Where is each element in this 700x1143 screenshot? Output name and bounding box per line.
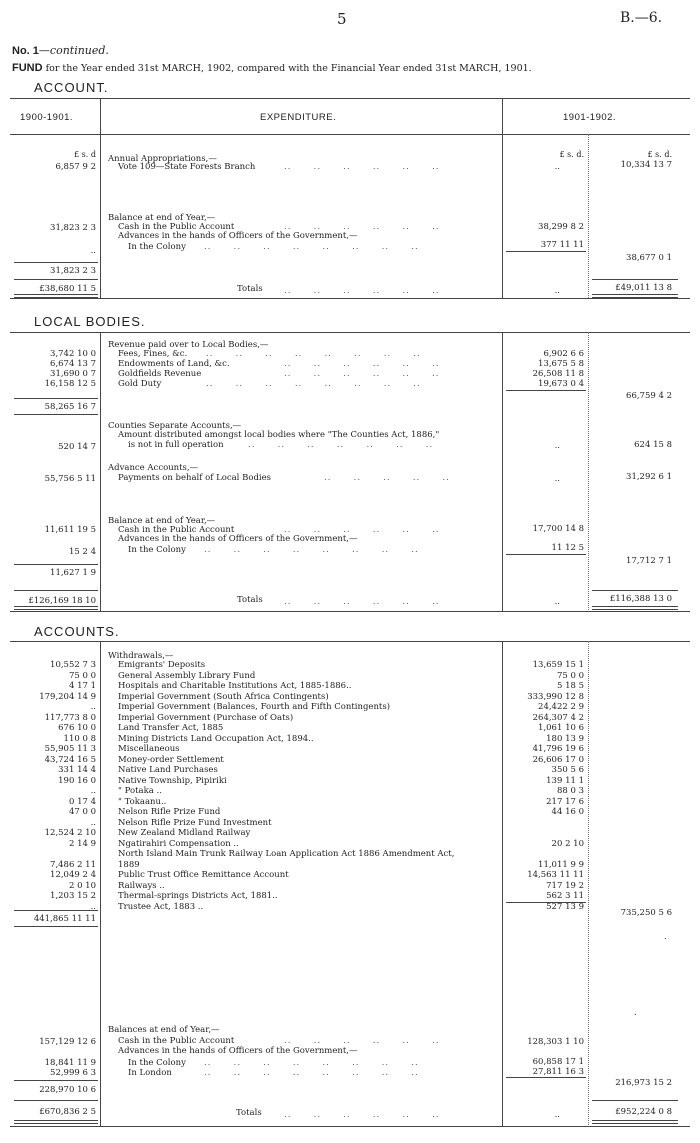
amount-1901: 31,292 6 1 xyxy=(626,472,672,482)
amount-1900: .. xyxy=(90,818,96,828)
withdrawal-label: Money-order Settlement xyxy=(118,755,224,765)
line-label: Counties Separate Accounts,— xyxy=(108,421,242,431)
amount-mid: 13,675 5 8 xyxy=(538,359,584,369)
rule xyxy=(10,611,690,612)
fund-title: FUND for the Year ended 31st MARCH, 1902, compared with the Financial Year ended 31st MARCH, 1901. xyxy=(12,62,532,74)
rule xyxy=(14,926,98,927)
amount-1900: 190 16 0 xyxy=(58,776,96,786)
withdrawal-label: North Island Main Trunk Railway Loan Application Act 1886 Amendment Act, xyxy=(118,849,455,859)
rule xyxy=(14,279,98,280)
line-label: Advance Accounts,— xyxy=(108,463,199,473)
leader-dots: .. xyxy=(554,162,560,172)
amount-1900: 12,049 2 4 xyxy=(50,870,96,880)
withdrawal-label: Miscellaneous xyxy=(118,744,180,754)
rule xyxy=(592,279,678,280)
amount-mid: 38,299 8 2 xyxy=(538,222,584,232)
line-label: Balances at end of Year,— xyxy=(108,1025,220,1035)
leader-dots: .. .. .. .. .. .. xyxy=(284,222,440,232)
col-divider xyxy=(588,332,589,612)
amount-mid: 11,011 9 9 xyxy=(538,860,584,870)
amount-mid: 377 11 11 xyxy=(540,240,584,250)
leader-dots: .. .. .. .. .. .. .. .. xyxy=(206,349,421,359)
total-1901: £116,388 13 0 xyxy=(609,594,672,604)
rule xyxy=(14,910,98,911)
amount-mid: 44 16 0 xyxy=(551,807,584,817)
amount-1900: 1,203 15 2 xyxy=(50,891,96,901)
subtotal-1900: 58,265 16 7 xyxy=(44,402,96,412)
withdrawal-label: Public Trust Office Remittance Account xyxy=(118,870,289,880)
subtotal-1900: 31,823 2 3 xyxy=(50,266,96,276)
withdrawal-label: General Assembly Library Fund xyxy=(118,671,256,681)
amount-1901: 10,334 13 7 xyxy=(620,160,672,170)
col-divider xyxy=(502,98,503,298)
leader-dots: .. xyxy=(554,597,560,607)
amount-1900: .. xyxy=(90,702,96,712)
rule xyxy=(10,298,690,299)
amount-mid: 17,700 14 8 xyxy=(532,524,584,534)
line-label: Cash in the Public Account xyxy=(118,525,235,535)
rule xyxy=(14,1080,98,1081)
amount-1900: 15 2 4 xyxy=(68,547,96,557)
amount-mid: 24,422 2 9 xyxy=(538,702,584,712)
rule xyxy=(10,1126,690,1127)
amount-1900: 6,857 9 2 xyxy=(55,162,96,172)
amount-1900: 52,999 6 3 xyxy=(50,1068,96,1078)
leader-dots: .. .. .. .. .. .. .. .. xyxy=(206,379,421,389)
rule xyxy=(14,1100,98,1101)
withdrawal-label: Railways .. xyxy=(118,881,165,891)
subtotal-1900: 11,627 1 9 xyxy=(50,568,96,578)
amount-1900: 18,841 11 9 xyxy=(44,1058,96,1068)
subtotal-1901: 735,250 5 6 xyxy=(620,908,672,918)
line-label: Advances in the hands of Officers of the Government,— xyxy=(118,534,358,544)
leader-dots: .. .. .. .. .. .. xyxy=(284,597,440,607)
withdrawal-label: New Zealand Midland Railway xyxy=(118,828,251,838)
line-label: is not in full operation xyxy=(128,440,224,450)
withdrawal-label: " Potaka .. xyxy=(118,786,162,796)
rule xyxy=(14,398,98,399)
rule xyxy=(592,590,678,591)
total-1900: £670,836 2 5 xyxy=(39,1107,96,1117)
rule xyxy=(506,554,586,555)
totals-label: Totals xyxy=(237,284,263,294)
leader-dots: .. .. .. .. .. .. xyxy=(284,525,440,535)
amount-mid: 26,508 11 8 xyxy=(532,369,584,379)
withdrawal-label: Imperial Government (Purchase of Oats) xyxy=(118,713,294,723)
col-divider xyxy=(502,332,503,612)
amount-1900: 2 0 10 xyxy=(68,881,96,891)
amount-1900: 6,674 13 7 xyxy=(50,359,96,369)
amount-1900: 0 17 4 xyxy=(68,797,96,807)
amount-1900: 179,204 14 9 xyxy=(39,692,96,702)
leader-dots: .. .. .. .. .. .. xyxy=(284,286,440,296)
line-label: Balance at end of Year,— xyxy=(108,213,216,223)
amount-1900: .. xyxy=(90,786,96,796)
amount-1900: 10,552 7 3 xyxy=(50,660,96,670)
leader-dots: .. .. .. .. .. .. .. xyxy=(248,440,434,450)
amount-1900: 16,158 12 5 xyxy=(44,379,96,389)
amount-mid: 27,811 16 3 xyxy=(532,1067,584,1077)
line-label: Vote 109—State Forests Branch xyxy=(118,162,256,172)
amount-1900: 110 0 8 xyxy=(63,734,96,744)
total-1900: £126,169 18 10 xyxy=(28,596,96,606)
amount-1900: 43,724 16 5 xyxy=(44,755,96,765)
col-divider xyxy=(588,641,589,1127)
amount-mid: 60,858 17 1 xyxy=(532,1057,584,1067)
amount-1900: 331 14 4 xyxy=(58,765,96,775)
amount-1901: 66,759 4 2 xyxy=(626,391,672,401)
double-rule xyxy=(592,606,678,610)
unit-header: £ s. d. xyxy=(559,150,584,159)
col-head-expenditure: EXPENDITURE. xyxy=(260,112,337,123)
rule xyxy=(14,262,98,263)
double-rule xyxy=(592,1120,678,1124)
amount-mid: 264,307 4 2 xyxy=(532,713,584,723)
withdrawal-label: Native Land Purchases xyxy=(118,765,218,775)
amount-1900: 117,773 8 0 xyxy=(44,713,96,723)
rule xyxy=(506,251,586,252)
leader-dots: .. .. .. .. .. xyxy=(324,473,450,483)
leader-dots: .. .. .. .. .. .. xyxy=(284,162,440,172)
leader-dots: .. .. .. .. .. .. xyxy=(284,1110,440,1120)
line-label: Amount distributed amongst local bodies where "The Counties Act, 1886," xyxy=(118,430,440,440)
line-label: Annual Appropriations,— xyxy=(108,154,217,164)
leader-dots: .. .. .. .. .. .. .. .. xyxy=(204,242,419,252)
amount-mid: 41,796 19 6 xyxy=(532,744,584,754)
line-label: In the Colony xyxy=(128,242,186,252)
col-divider xyxy=(100,98,101,298)
amount-1900: 31,690 0 7 xyxy=(50,369,96,379)
section-title-local-bodies: LOCAL BODIES. xyxy=(34,314,146,329)
leader-dots: .. .. .. .. .. .. xyxy=(284,369,440,379)
leader-dots: .. .. .. .. .. .. xyxy=(284,359,440,369)
withdrawal-label: Land Transfer Act, 1885 xyxy=(118,723,224,733)
subtotal-1900: 228,970 10 6 xyxy=(39,1085,96,1095)
line-label: Fees, Fines, &c. xyxy=(118,349,188,359)
amount-1901: 216,973 15 2 xyxy=(615,1078,672,1088)
amount-mid: 180 13 9 xyxy=(546,734,584,744)
rule xyxy=(10,98,690,99)
line-label: Payments on behalf of Local Bodies xyxy=(118,473,272,483)
amount-mid: 75 0 0 xyxy=(556,671,584,681)
line-label: Withdrawals,— xyxy=(108,651,174,661)
withdrawal-label: Trustee Act, 1883 .. xyxy=(118,902,204,912)
section-title-account: ACCOUNT. xyxy=(34,80,109,95)
amount-1900: .. xyxy=(90,902,96,912)
withdrawal-label: 1889 xyxy=(118,860,140,870)
withdrawal-label: Hospitals and Charitable Institutions Act, 1885-1886.. xyxy=(118,681,352,691)
rule xyxy=(506,1077,586,1078)
amount-mid: 1,061 10 6 xyxy=(538,723,584,733)
amount-1900: 520 14 7 xyxy=(58,442,96,452)
line-label: Advances in the hands of Officers of the Government,— xyxy=(118,231,358,241)
line-label: Goldfields Revenue xyxy=(118,369,202,379)
total-1901: £952,224 0 8 xyxy=(615,1107,672,1117)
amount-1900: 31,823 2 3 xyxy=(50,223,96,233)
amount-1900: 47 0 0 xyxy=(68,807,96,817)
line-label: Cash in the Public Account xyxy=(118,1036,235,1046)
page-reference: B.—6. xyxy=(620,10,663,26)
col-divider xyxy=(588,134,589,298)
amount-mid: 14,563 11 11 xyxy=(527,870,584,880)
double-rule xyxy=(14,606,98,610)
amount-mid: 217 17 6 xyxy=(546,797,584,807)
amount-1900: 2 14 9 xyxy=(68,839,96,849)
total-1901: £49,011 13 8 xyxy=(615,283,672,293)
leader-dots: .. xyxy=(554,474,560,484)
rule xyxy=(592,1100,678,1101)
unit-header: £ s. d. xyxy=(647,150,672,159)
amount-1900: 55,756 5 11 xyxy=(44,474,96,484)
leader-dots: .. .. .. .. .. .. xyxy=(284,1036,440,1046)
withdrawal-label: Mining Districts Land Occupation Act, 1894.. xyxy=(118,734,314,744)
col-divider xyxy=(100,332,101,612)
amount-1901: 17,712 7 1 xyxy=(626,556,672,566)
amount-mid: 139 11 1 xyxy=(546,776,584,786)
leader-dots: .. xyxy=(554,286,560,296)
amount-mid: 128,303 1 10 xyxy=(527,1037,584,1047)
withdrawal-label: " Tokaanu.. xyxy=(118,797,167,807)
unit-header: £ s. d xyxy=(74,150,96,159)
amount-1900: 4 17 1 xyxy=(68,681,96,691)
withdrawal-label: Native Township, Pipiriki xyxy=(118,776,227,786)
withdrawal-label: Ngatirahiri Compensation .. xyxy=(118,839,239,849)
withdrawal-label: Imperial Government (Balances, Fourth and Fifth Contingents) xyxy=(118,702,391,712)
line-label: Revenue paid over to Local Bodies,— xyxy=(108,340,269,350)
total-1900: £38,680 11 5 xyxy=(39,284,96,294)
amount-mid: 11 12 5 xyxy=(551,543,584,553)
amount-1900: 7,486 2 11 xyxy=(50,860,96,870)
leader-dots: .. .. .. .. .. .. .. .. xyxy=(204,1058,419,1068)
rule xyxy=(14,414,98,415)
rule xyxy=(506,390,586,391)
stray-mark: . xyxy=(634,1008,637,1018)
double-rule xyxy=(14,1120,98,1124)
withdrawal-label: Nelson Rifle Prize Fund xyxy=(118,807,221,817)
line-label: Advances in the hands of Officers of the Government,— xyxy=(118,1046,358,1056)
totals-label: Totals xyxy=(237,595,263,605)
withdrawal-label: Imperial Government (South Africa Contingents) xyxy=(118,692,329,702)
line-label: Balance at end of Year,— xyxy=(108,516,216,526)
amount-mid: 527 13 9 xyxy=(546,902,584,912)
amount-mid: 350 5 6 xyxy=(551,765,584,775)
amount-mid: 13,659 15 1 xyxy=(532,660,584,670)
stray-mark: . xyxy=(664,932,667,942)
line-label: Cash in the Public Account xyxy=(118,222,235,232)
line-label: In the Colony xyxy=(128,1058,186,1068)
amount-1900: 157,129 12 6 xyxy=(39,1037,96,1047)
amount-mid: 717 19 2 xyxy=(546,881,584,891)
section-title-accounts: ACCOUNTS. xyxy=(34,624,120,639)
withdrawal-label: Nelson Rifle Prize Fund Investment xyxy=(118,818,272,828)
amount-1901: 38,677 0 1 xyxy=(626,253,672,263)
line-label: In London xyxy=(128,1068,172,1078)
amount-1900: 12,524 2 10 xyxy=(44,828,96,838)
amount-mid: 20 2 10 xyxy=(551,839,584,849)
amount-1900: 11,611 19 5 xyxy=(44,525,96,535)
amount-mid: 26,606 17 0 xyxy=(532,755,584,765)
col-head-1901: 1901-1902. xyxy=(563,112,617,123)
leader-dots: .. .. .. .. .. .. .. .. xyxy=(204,545,419,555)
subtotal-1900: 441,865 11 11 xyxy=(33,914,96,924)
line-label: Endowments of Land, &c. xyxy=(118,359,230,369)
amount-1901: 624 15 8 xyxy=(634,440,672,450)
withdrawal-label: Emigrants' Deposits xyxy=(118,660,206,670)
page-number: 5 xyxy=(337,10,347,28)
amount-1900: 75 0 0 xyxy=(68,671,96,681)
rule xyxy=(506,902,586,903)
leader-dots: .. xyxy=(554,441,560,451)
amount-1900: 676 10 0 xyxy=(58,723,96,733)
amount-1900: .. xyxy=(90,246,96,256)
amount-mid: 88 0 3 xyxy=(556,786,584,796)
amount-1900: 3,742 10 0 xyxy=(50,349,96,359)
amount-mid: 333,990 12 8 xyxy=(527,692,584,702)
continuation-note: No. 1—continued. xyxy=(12,44,109,57)
leader-dots: .. xyxy=(554,1110,560,1120)
leader-dots: .. .. .. .. .. .. .. .. xyxy=(204,1068,419,1078)
withdrawal-label: Thermal-springs Districts Act, 1881.. xyxy=(118,891,278,901)
amount-mid: 6,902 6 6 xyxy=(543,349,584,359)
rule xyxy=(14,590,98,591)
col-head-1900: 1900-1901. xyxy=(20,112,74,123)
col-divider xyxy=(100,641,101,1127)
col-divider xyxy=(502,641,503,1127)
rule xyxy=(14,564,98,565)
totals-label: Totals xyxy=(236,1108,262,1118)
amount-1900: 55,905 11 3 xyxy=(44,744,96,754)
line-label: Gold Duty xyxy=(118,379,162,389)
line-label: In the Colony xyxy=(128,545,186,555)
amount-mid: 5 18 5 xyxy=(556,681,584,691)
amount-mid: 19,673 0 4 xyxy=(538,379,584,389)
amount-mid: 562 3 11 xyxy=(546,891,584,901)
